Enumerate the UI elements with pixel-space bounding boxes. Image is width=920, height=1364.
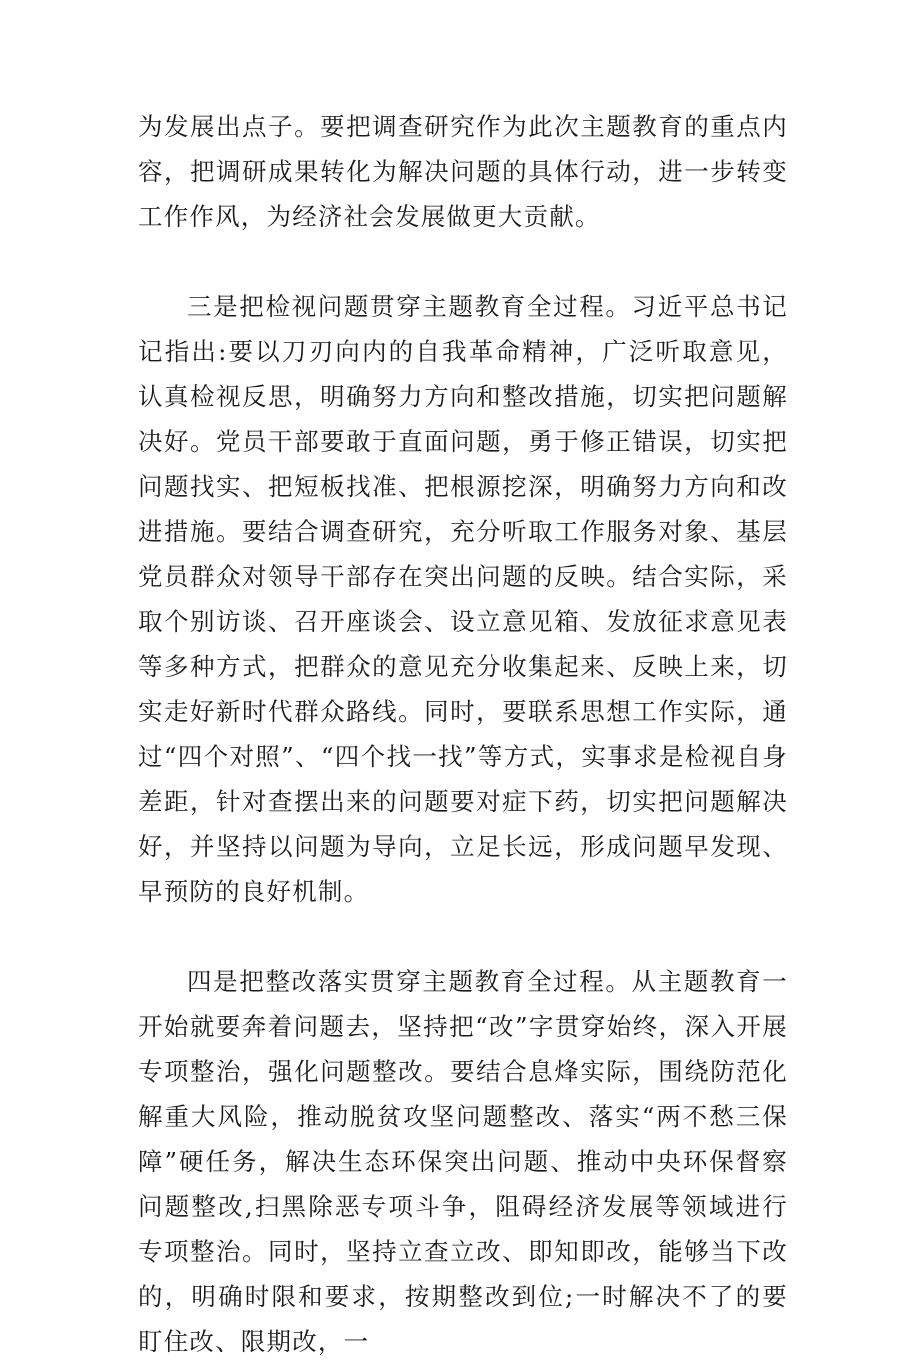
document-body (138, 104, 788, 1364)
paragraph-2: 三是把检视问题贯穿主题教育全过程。习近平总书记记指出:要以刀刃向内的自我革命精神，广泛听取意见，认真检视反思，明确努力方向和整改措施，切实把问题解决好。党员干部要敢于直面问题，勇于修正错误，切实把问题找实、把短板找准、把根源挖深，明确努力方向和改进措施。要结合调查研究，充分听取工作服务对象、基层党员群众对领导干部存在突出问题的反映。结合实际，采取个别访谈、召开座谈会、设立意见箱、发放征求意见表等多种方式，把群众的意见充分收集起来、反映上来，切实走好新时代群众路线。同时，要联系思想工作实际，通过“四个对照”、“四个找一找”等方式，实事求是检视自身差距，针对查摆出来的问题要对症下药，切实把问题解决好，并坚持以问题为导向，立足长远，形成问题早发现、早预防的良好机制。 (138, 292, 788, 906)
paragraph-gap (138, 914, 788, 959)
paragraph-gap (138, 239, 788, 284)
paragraph-1: 为发展出点子。要把调查研究作为此次主题教育的重点内容，把调研成果转化为解决问题的具体行动，进一步转变工作作风，为经济社会发展做更大贡献。 (138, 112, 788, 231)
paragraph-3: 四是把整改落实贯穿主题教育全过程。从主题教育一开始就要奔着问题去，坚持把“改”字贯穿始终，深入开展专项整治，强化问题整改。要结合息烽实际，围绕防范化解重大风险，推动脱贫攻坚问题整改、落实“两不愁三保障”硬任务，解决生态环保突出问题、推动中央环保督察问题整改,扫黑除恶专项斗争，阻碍经济发展等领域进行专项整治。同时，坚持立查立改、即知即改，能够当下改的，明确时限和要求，按期整改到位;一时解决不了的要盯住改、限期改，一 (138, 967, 788, 1356)
